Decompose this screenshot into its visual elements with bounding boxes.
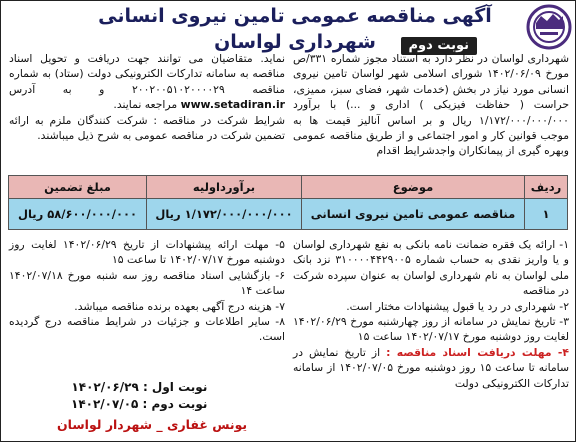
setad-url-link[interactable]: www.setadiran.ir — [180, 98, 285, 112]
intro-left-text-end: مراجعه نمایند. — [113, 98, 178, 112]
condition-6: ۶- بازگشایی اسناد مناقصه روز سه شنبه مورخ ۱۴۰۲/۰۷/۱۸ ساعت ۱۴ — [9, 268, 285, 298]
tender-table — [8, 175, 568, 230]
condition-2: ۲- شهرداری در رد یا قبول پیشنهادات مختار است. — [346, 299, 569, 313]
municipality-logo-icon — [525, 3, 573, 51]
condition-4-title: ۴- مهلت دریافت اسناد مناقصه : — [386, 345, 569, 359]
table-row — [9, 199, 568, 230]
condition-3: ۳- تاریخ نمایش در سامانه از روز چهارشنبه مورخ ۱۴۰۲/۰۶/۲۹ لغایت روز دوشنبه مورخ ۱۴۰۲/۰۷/۱۷ ساعت ۱۵ — [293, 315, 569, 344]
cell-row-no: ۱ — [525, 199, 568, 230]
condition-4 — [293, 345, 569, 391]
condition-1: ۱- ارائه یک فقره ضمانت نامه بانکی به نفع شهرداری لواسان و یا واریز نقدی به حساب شماره ۳۱۰۰۰۰۴۴۲۹۰۰۵ نزد بانک ملی لواسان به نام شهرداری لواسان به عنوان سپرده شرکت در مناقصه — [293, 238, 569, 298]
cell-subject: مناقصه عمومی تامین نیروی انسانی — [302, 199, 525, 230]
table-header-row — [9, 176, 568, 199]
intro-left-text-1: نماید. متقاضیان می توانند جهت دریافت و تحویل اسناد مناقصه به سامانه تدارکات الکترونیکی دولت (ستاد) به شماره مناقصه ۲۰۰۲۰۰۵۱۰۲۰۰۰۰۲۹ و به آدرس — [9, 52, 285, 96]
publication-dates — [71, 379, 207, 413]
col-header-row-no: ردیف — [525, 176, 568, 199]
col-header-estimate: برآورداولیه — [147, 176, 302, 199]
signature: یونس غفاری _ شهردار لواسان — [57, 417, 248, 432]
cell-guarantee: ۵۸/۶۰۰/۰۰۰/۰۰۰ ریال — [9, 199, 147, 230]
first-publication-date: نوبت اول : ۱۴۰۲/۰۶/۲۹ — [71, 380, 208, 394]
conditions-right-column — [293, 237, 569, 391]
col-header-subject: موضوع — [302, 176, 525, 199]
col-header-guarantee: مبلغ تضمین — [9, 176, 147, 199]
second-publication-date: نوبت دوم : ۱۴۰۲/۰۷/۰۵ — [71, 397, 208, 411]
round-badge: نوبت دوم — [401, 37, 477, 55]
condition-5: ۵- مهلت ارائه پیشنهادات از تاریخ ۱۴۰۲/۰۶/۲۹ لغایت روز دوشنبه مورخ ۱۴۰۲/۰۷/۱۷ تا ساعت ۱۵ — [9, 238, 285, 267]
conditions-left-column — [9, 237, 285, 345]
intro-left-column — [9, 51, 285, 143]
intro-left-text-2: شرایط شرکت در مناقصه : شرکت کنندگان ملزم به ارائه تضمین شرکت در مناقصه عمومی به شرح ذیل میباشند. — [9, 113, 285, 143]
condition-4-body: از تاریخ نمایش در سامانه تا ساعت ۱۵ روز دوشنبه مورخ ۱۴۰۲/۰۷/۰۵ از سامانه تدارکات الکترونیکی دولت — [293, 345, 569, 390]
intro-section — [9, 51, 569, 159]
intro-right-column: شهرداری لواسان در نظر دارد به استناد مجوز شماره ۳۳۱/ص مورخ ۱۴۰۲/۰۶/۰۹ شورای اسلامی شهر لواسان تامین نیروی انسانی مورد نیاز در بخش (خدمات شهر، فضای سبز، ممیزی، حراست ( حفاظت فیزیکی ) اداری و ...) با برآورد ۱/۱۷۲/۰۰۰/۰۰۰/۰۰۰ ریال و بر اساس آنالیز قیمت ها به موجب قوانین کار و امور اجتماعی و از طریق مناقصه عمومی وبهره گیری از پیمانکاران واجدشرایط اقدام — [293, 52, 569, 158]
cell-estimate: ۱/۱۷۲/۰۰۰/۰۰۰/۰۰۰ ریال — [147, 199, 302, 230]
condition-7: ۷- هزینه درج آگهی بعهده برنده مناقصه میباشد. — [74, 299, 285, 313]
condition-8: ۸- سایر اطلاعات و جزئیات در شرایط مناقصه درج گردیده است. — [9, 315, 285, 344]
notice-title: آگهی مناقصه عمومی تامین نیروی انسانی شهرداری لواسان — [98, 5, 492, 53]
